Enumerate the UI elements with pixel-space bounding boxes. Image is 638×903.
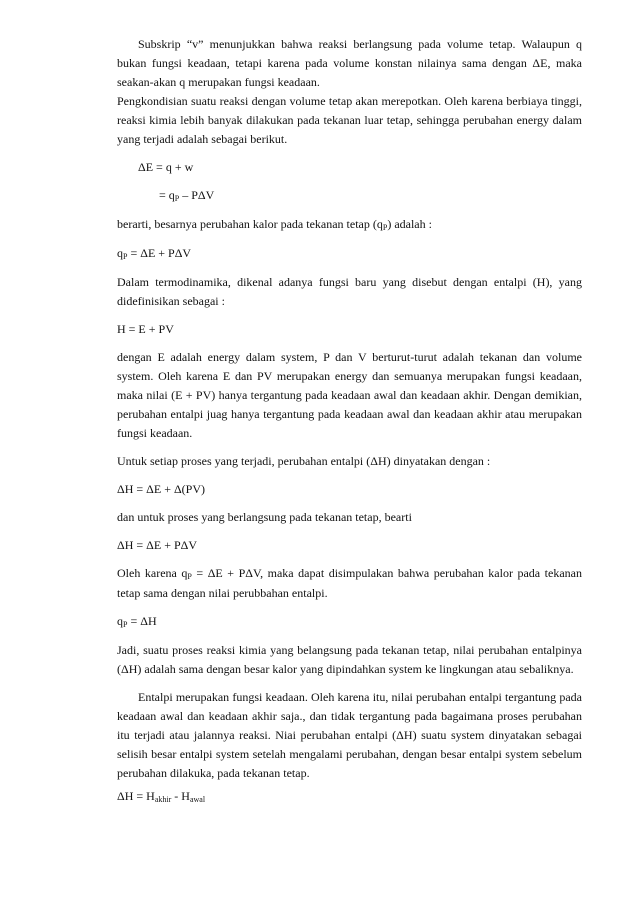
- text-part: ) adalah :: [387, 217, 432, 231]
- eq-part: = ΔH: [127, 614, 157, 628]
- eq-part: q: [117, 246, 123, 260]
- paragraph-dengan-e: dengan E adalah energy dalam system, P dan V berturut-turut adalah tekanan dan volume system. Oleh karena E dan PV merupakan energy dan semuanya merupakan fungsi keadaan, maka nilai (E + PV) hanya tergantung pada keadaan awal dan keadaan akhir. Dengan demikian, perubahan entalpi juag hanya tergantung pada keadaan awal dan keadaan akhir atau merupakan fungsi keadaan.: [117, 350, 582, 440]
- paragraph-tekanan-tetap: dan untuk proses yang berlangsung pada tekanan tetap, bearti: [117, 510, 412, 524]
- text-part: Oleh karena q: [117, 566, 188, 580]
- equation-enthalpy: H = E + PV: [117, 322, 174, 336]
- paragraph-pengkondisian: Pengkondisian suatu reaksi dengan volume tetap akan merepotkan. Oleh karena berbiaya tinggi, reaksi kimia lebih banyak dilakukan pada tekanan luar tetap, sehingga perubahan energy dalam yang terjadi adalah sebagai berikut.: [117, 94, 582, 146]
- paragraph-termodinamika: Dalam termodinamika, dikenal adanya fungsi baru yang disebut dengan entalpi (H), yang didefinisikan sebagai :: [117, 275, 582, 308]
- equation-delta-h-final: [117, 787, 582, 807]
- eq-part: - H: [171, 789, 190, 803]
- equation-delta-e: ΔE = q + w: [138, 160, 194, 174]
- subscript-p: P: [382, 223, 388, 232]
- eq-part: – PΔV: [182, 188, 215, 202]
- text-part: = ΔE + PΔV, maka dapat disimpulakan bahwa perubahan kalor pada tekanan tetap sama dengan nilai perubbahan entalpi.: [117, 566, 582, 600]
- paragraph-untuk-setiap: Untuk setiap proses yang terjadi, perubahan entalpi (ΔH) dinyatakan dengan :: [117, 454, 491, 468]
- equation-qp-equals-dh: [117, 612, 582, 632]
- eq-part: q: [117, 614, 123, 628]
- subscript-p: P: [123, 620, 128, 629]
- paragraph-oleh-karena: [117, 564, 582, 603]
- paragraph-entalpi-fungsi: Entalpi merupakan fungsi keadaan. Oleh karena itu, nilai perubahan entalpi tergantung pada keadaan awal dan keadaan akhir saja., dan tidak tergantung pada bagaimana proses perubahan itu terjadi atau jalannya reaksi. Niai perubahan entalpi (ΔH) suatu system dinyatakan sebagai selisih besar entalpi system setelah mengalami perubahan, dengan besar entalpi system sebelum perubahan dilakuka, pada tekanan tetap.: [117, 690, 582, 780]
- subscript-p: P: [174, 194, 180, 203]
- paragraph-jadi: Jadi, suatu proses reaksi kimia yang belangsung pada tekanan tetap, nilai perubahan entalpinya (ΔH) adalah sama dengan besar kalor yang dipindahkan system ke lingkungan atau sebaliknya.: [117, 643, 582, 676]
- paragraph-subskrip-v: Subskrip “v” menunjukkan bahwa reaksi berlangsung pada volume tetap. Walaupun q bukan fungsi keadaan, tetapi karena pada volume konstan nilainya sama dengan ΔE, maka seakan-akan q merupakan fungsi keadaan.: [117, 37, 582, 89]
- equation-delta-h-constant-p: ΔH = ΔE + PΔV: [117, 538, 198, 552]
- subscript-awal: awal: [189, 795, 206, 804]
- equation-qp-minus-pdv: [117, 186, 582, 206]
- equation-qp-definition: [117, 244, 582, 264]
- text-part: berarti, besarnya perubahan kalor pada tekanan tetap (q: [117, 217, 383, 231]
- paragraph-berarti: [117, 215, 582, 235]
- equation-delta-h-general: ΔH = ΔE + Δ(PV): [117, 482, 206, 496]
- eq-part: = ΔE + PΔV: [127, 246, 192, 260]
- subscript-akhir: akhir: [154, 795, 172, 804]
- eq-part: ΔH = H: [117, 789, 155, 803]
- eq-part: = q: [159, 188, 175, 202]
- subscript-p: P: [123, 252, 128, 261]
- subscript-p: P: [187, 572, 192, 581]
